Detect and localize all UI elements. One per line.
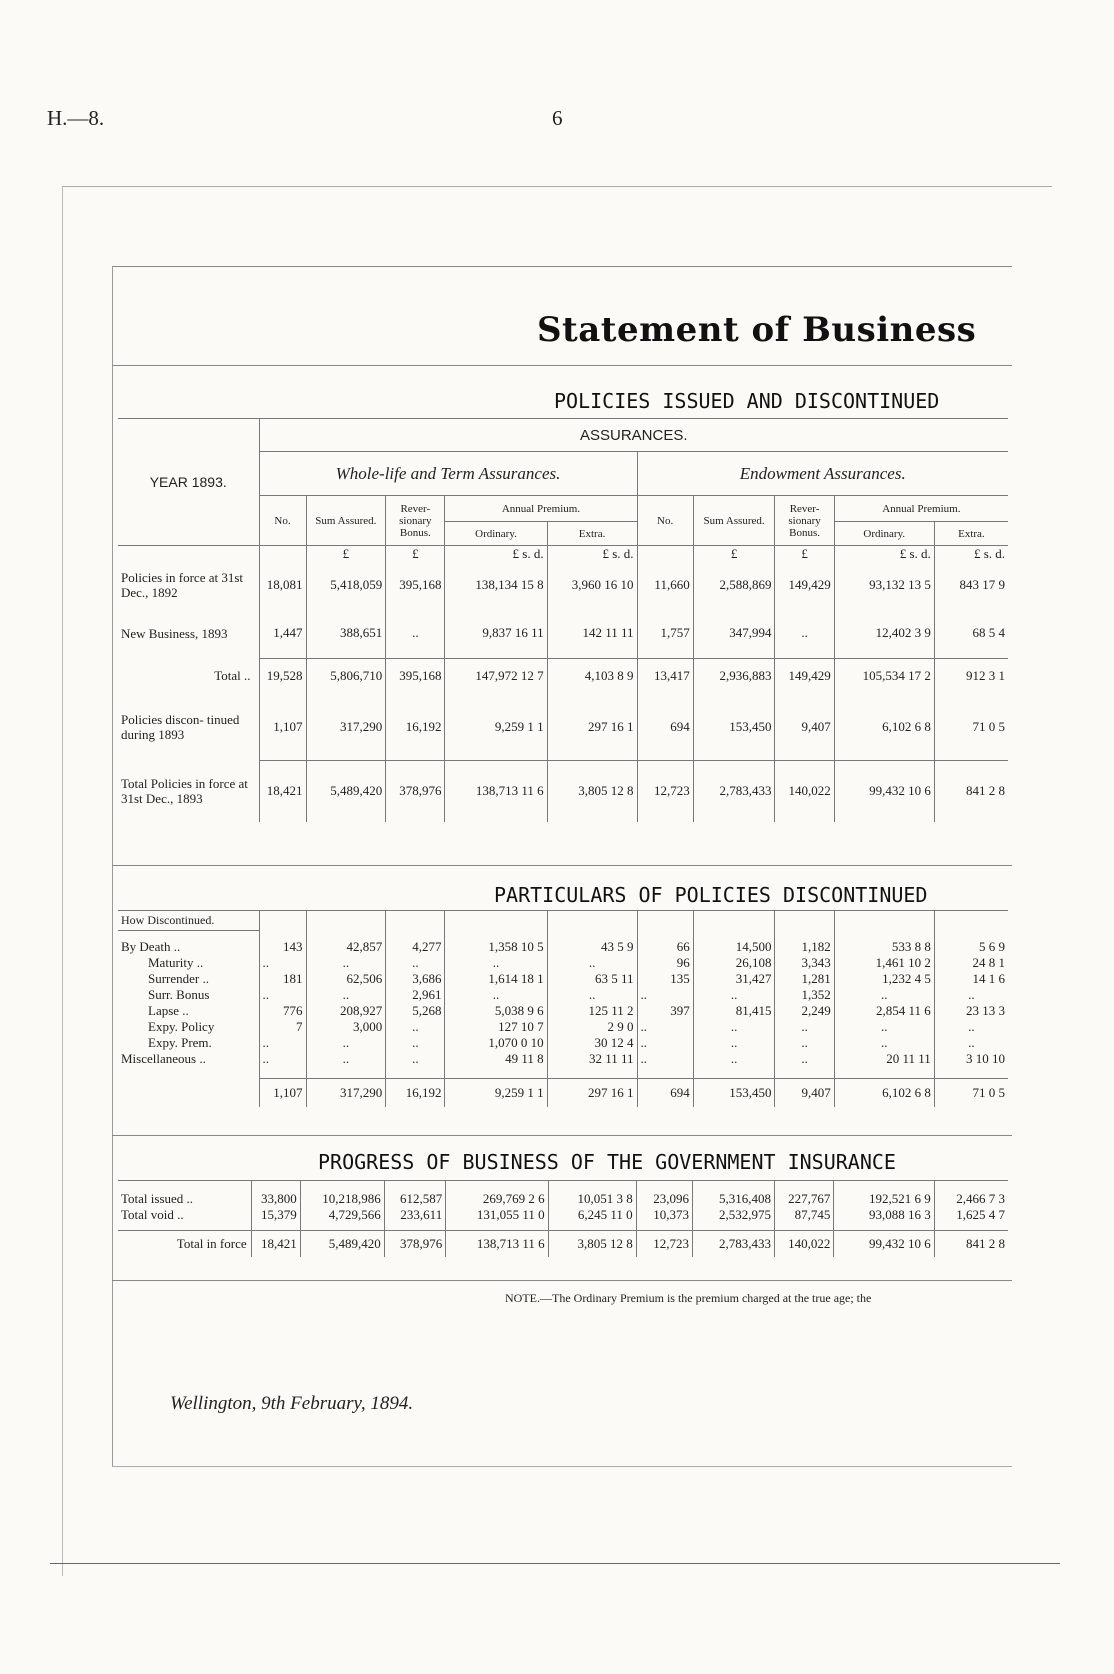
table-row: Expy. Policy 7 3,000 .. 127 10 7 2 9 0 .. .. .. .. .. [118, 1019, 1008, 1035]
title-top-rule [112, 266, 1012, 267]
unit-pound: £ [306, 546, 386, 563]
endowment-label: Endowment Assurances. [637, 452, 1008, 496]
unit-pound: £ [386, 546, 445, 563]
main-title: Statement of Business [537, 310, 977, 350]
how-discontinued-label: How Discontinued. [118, 911, 259, 931]
bottom-inner-rule [112, 1466, 1012, 1467]
col-sum-endow: Sum Assured. [693, 496, 775, 546]
col-annual-endow: Annual Premium. [834, 496, 1008, 522]
table-row: Policies in force at 31st Dec., 1892 18,081 5,418,059 395,168 138,134 15 8 3,960 16 10 11,660 2,588,869 149,429 93,132 13 5 843 17 9 [118, 562, 1008, 608]
assurances-group-label: ASSURANCES. [259, 419, 1008, 452]
section-policies-issued-title: POLICIES ISSUED AND DISCONTINUED [554, 389, 940, 413]
table-row: Total issued .. 33,800 10,218,986 612,587 269,769 2 6 10,051 3 8 23,096 5,316,408 227,767 192,521 6 9 2,466 7 3 [118, 1191, 1008, 1207]
unit-lsd: £ s. d. [834, 546, 934, 563]
title-bottom-rule [112, 365, 1012, 366]
col-ordinary-endow: Ordinary. [834, 522, 934, 546]
table-row: Expy. Prem. .. .. .. 1,070 0 10 30 12 4 .. .. .. .. .. [118, 1035, 1008, 1051]
section-particulars-title: PARTICULARS OF POLICIES DISCONTINUED [494, 883, 928, 907]
year-label: YEAR 1893. [118, 419, 259, 546]
table-row: Lapse .. 776 208,927 5,268 5,038 9 6 125 11 2 397 81,415 2,249 2,854 11 6 23 13 3 [118, 1003, 1008, 1019]
col-extra-whole: Extra. [547, 522, 637, 546]
table-row: 1,107 317,290 16,192 9,259 1 1 297 16 1 694 153,450 9,407 6,102 6 8 71 0 5 [118, 1079, 1008, 1107]
table-row: By Death .. 143 42,857 4,277 1,358 10 5 43 5 9 66 14,500 1,182 533 8 8 5 6 9 [118, 939, 1008, 955]
unit-lsd: £ s. d. [445, 546, 547, 563]
table-row: Total Policies in force at 31st Dec., 1893 18,421 5,489,420 378,976 138,713 11 6 3,805 12 8 12,723 2,783,433 140,022 99,432 10 6 841 2 8 [118, 760, 1008, 822]
table-row: Total .. 19,528 5,806,710 395,168 147,972 12 7 4,103 8 9 13,417 2,936,883 149,429 105,534 17 2 912 3 1 [118, 658, 1008, 694]
page-number: 6 [552, 106, 563, 130]
frame-left-line [62, 186, 63, 1576]
policies-issued-table [118, 418, 1008, 822]
table-row: Maturity .. .. .. .. .. .. 96 26,108 3,343 1,461 10 2 24 8 1 [118, 955, 1008, 971]
col-no-endow: No. [637, 496, 693, 546]
section1-bottom-rule [112, 865, 1012, 866]
footnote: NOTE.—The Ordinary Premium is the premium charged at the true age; the [505, 1291, 872, 1305]
document-reference: H.—8. [47, 106, 105, 130]
unit-pound: £ [775, 546, 834, 563]
table-row: Surrender .. 181 62,506 3,686 1,614 18 1 63 5 11 135 31,427 1,281 1,232 4 5 14 1 6 [118, 971, 1008, 987]
particulars-table [118, 910, 1008, 1107]
table-row: Total in force 18,421 5,489,420 378,976 138,713 11 6 3,805 12 8 12,723 2,783,433 140,022 99,432 10 6 841 2 8 [118, 1231, 1008, 1257]
inner-left-rule [112, 266, 113, 1466]
table-row: Policies discon- tinued during 1893 1,107 317,290 16,192 9,259 1 1 297 16 1 694 153,450 9,407 6,102 6 8 71 0 5 [118, 694, 1008, 760]
frame-top-line [62, 186, 1052, 187]
bottom-outer-rule [50, 1563, 1060, 1564]
table-row: Surr. Bonus .. .. 2,961 .. .. .. .. 1,352 .. .. [118, 987, 1008, 1003]
col-rev-endow: Rever- sionary Bonus. [775, 496, 834, 546]
section-progress-title: PROGRESS OF BUSINESS OF THE GOVERNMENT INSURANCE [318, 1150, 896, 1174]
unit-pound: £ [693, 546, 775, 563]
col-sum-whole: Sum Assured. [306, 496, 386, 546]
table-row: Miscellaneous .. .. .. .. 49 11 8 32 11 11 .. .. .. 20 11 11 3 10 10 [118, 1051, 1008, 1067]
col-ordinary-whole: Ordinary. [445, 522, 547, 546]
col-rev-whole: Rever- sionary Bonus. [386, 496, 445, 546]
unit-lsd: £ s. d. [934, 546, 1008, 563]
table-row: New Business, 1893 1,447 388,651 .. 9,837 16 11 142 11 11 1,757 347,994 .. 12,402 3 9 68 5 4 [118, 608, 1008, 658]
whole-life-label: Whole-life and Term Assurances. [259, 452, 637, 496]
section2-bottom-rule [112, 1135, 1012, 1136]
progress-table [118, 1180, 1008, 1257]
col-annual-whole: Annual Premium. [445, 496, 637, 522]
col-no-whole: No. [259, 496, 306, 546]
col-extra-endow: Extra. [934, 522, 1008, 546]
unit-lsd: £ s. d. [547, 546, 637, 563]
section3-bottom-rule [112, 1280, 1012, 1281]
signature-date: Wellington, 9th February, 1894. [170, 1393, 414, 1414]
table-row: Total void .. 15,379 4,729,566 233,611 131,055 11 0 6,245 11 0 10,373 2,532,975 87,745 93,088 16 3 1,625 4 7 [118, 1207, 1008, 1223]
